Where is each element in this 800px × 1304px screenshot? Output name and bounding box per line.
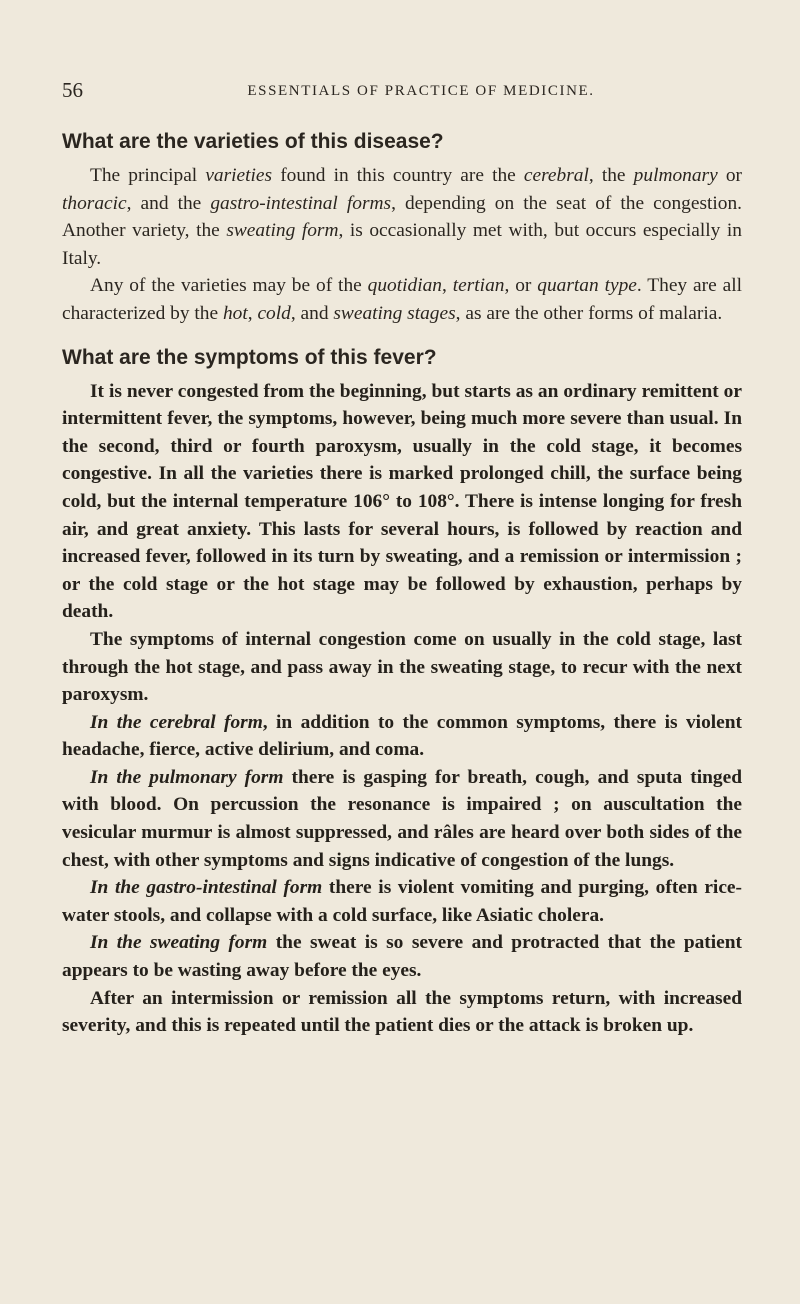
text-run: It is never congested from the beginning, but starts as an ordinary remittent or intermittent fever, the symptoms, however, being much more severe than usual. In the second, third or fourth paroxysm, usually in the cold stage, it becomes congestive. In all the varieties there is marked prolonged chill, the surface being cold, but the internal temperature 106° to 108°. There is intense longing for fresh air, and great anxiety. This lasts for several hours, is followed by reaction and increased fever, followed in its turn by sweating, and a remission or intermission ; or the cold stage or the hot stage may be followed by exhaustion, perhaps by death. bbox=[62, 380, 742, 623]
text-run: , bbox=[247, 302, 258, 324]
italic-text: cold bbox=[257, 302, 291, 324]
italic-text: sweating stages bbox=[333, 302, 456, 324]
text-run: , as are the other forms of malaria. bbox=[455, 302, 723, 324]
text-run: or bbox=[717, 165, 742, 186]
text-run: there is violent vomiting and purging, often rice-water stools, and collapse with a cold surface, like Asiatic cholera. bbox=[62, 877, 742, 926]
page-header bbox=[62, 78, 740, 108]
paragraph bbox=[62, 272, 742, 327]
text-run: , depending on the seat of the congestion. Another variety, the bbox=[62, 192, 743, 242]
text-run: The symptoms of internal congestion come on usually in the cold stage, last through the hot stage, and pass away in the sweating stage, to recur with the next paroxysm. bbox=[62, 628, 742, 706]
italic-text: quotidian bbox=[367, 275, 442, 297]
text-run: , and the bbox=[126, 192, 211, 214]
question-heading-symptoms: What are the symptoms of this fever? bbox=[62, 345, 437, 369]
italic-text: In the cerebral form bbox=[90, 711, 263, 733]
italic-text: thoracic bbox=[62, 192, 127, 214]
italic-text: varieties bbox=[205, 165, 273, 186]
paragraph bbox=[62, 709, 742, 764]
italic-text: In the sweating form bbox=[90, 932, 268, 954]
text-run: . They are all characterized by the bbox=[62, 275, 742, 324]
paragraph bbox=[62, 874, 742, 929]
text-run: , the bbox=[588, 165, 634, 186]
paragraph bbox=[62, 378, 742, 626]
text-run: Any of the varieties may be of the bbox=[90, 275, 368, 297]
section-varieties bbox=[62, 162, 742, 328]
text-run: there is gasping for breath, cough, and sputa tinged with blood. On percussion the resonance is impaired ; on auscultation the vesicular murmur is almost suppressed, and râles are heard over both sides of the chest, with other symptoms and signs indicative of congestion of the lungs. bbox=[62, 766, 743, 871]
paragraph bbox=[62, 162, 742, 272]
question-heading-varieties: What are the varieties of this disease? bbox=[62, 130, 444, 153]
running-title: ESSENTIALS OF PRACTICE OF MEDICINE. bbox=[247, 83, 595, 99]
italic-text: pulmonary bbox=[633, 165, 718, 186]
text-run: found in this country are the bbox=[272, 165, 524, 186]
text-run: , and bbox=[290, 302, 334, 324]
paragraph bbox=[62, 929, 742, 984]
italic-text: In the pulmonary form bbox=[90, 766, 284, 788]
text-run: , is occasionally met with, but occurs especially in Italy. bbox=[62, 220, 742, 269]
italic-text: tertian bbox=[452, 275, 505, 297]
page-number: 56 bbox=[62, 78, 83, 102]
paragraph bbox=[62, 985, 742, 1040]
italic-text: gastro-intestinal forms bbox=[210, 192, 392, 214]
text-run: , or bbox=[504, 275, 538, 297]
text-run: , in addition to the common symptoms, there is violent headache, fierce, active delirium, and coma. bbox=[62, 711, 742, 761]
text-run: , bbox=[442, 275, 453, 297]
italic-text: hot bbox=[222, 302, 248, 324]
section-symptoms bbox=[62, 378, 742, 1040]
italic-text: cerebral bbox=[523, 165, 589, 186]
paragraph bbox=[62, 626, 742, 709]
text-run: After an intermission or remission all the symptoms return, with increased severity, and this is repeated until the patient dies or the attack is broken up. bbox=[62, 987, 742, 1037]
page-body bbox=[62, 128, 742, 1040]
text-run: the sweat is so severe and protracted that the patient appears to be wasting away before the eyes. bbox=[62, 932, 742, 982]
paragraph bbox=[62, 764, 742, 874]
italic-text: In the gastro-intestinal form bbox=[90, 877, 323, 899]
italic-text: quartan type bbox=[537, 275, 637, 297]
text-run: The principal bbox=[90, 165, 206, 186]
italic-text: sweating form bbox=[226, 220, 339, 242]
